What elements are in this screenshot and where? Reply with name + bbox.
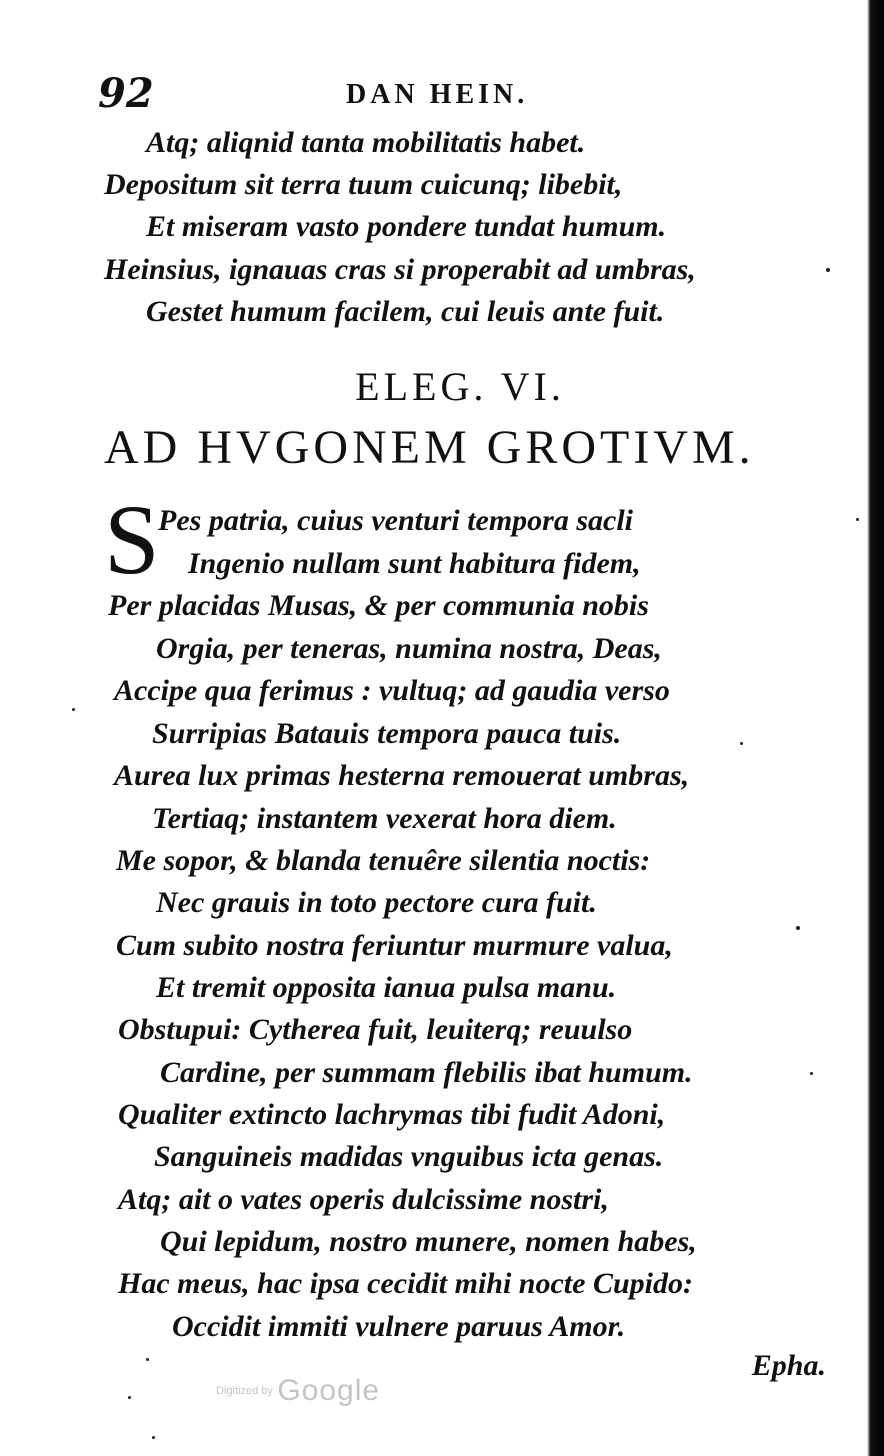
poem-line: Cardine, per summam flebilis ibat humum. [160,1056,693,1089]
poem-line: Qui lepidum, nostro munere, nomen habes, [160,1225,697,1258]
poem-line: Qualiter extincto lachrymas tibi fudit Adoni, [118,1098,666,1131]
digitized-watermark [216,1374,380,1408]
poem-line: Aurea lux primas hesterna remouerat umbras, [114,759,690,792]
poem-title: AD HVGONEM GROTIVM. [104,421,755,474]
verse-line: Gestet humum facilem, cui leuis ante fuit. [146,295,665,328]
poem-line: Me sopor, & blanda tenuêre silentia noctis: [116,844,651,877]
drop-cap: S [104,484,160,595]
verse-line: Et miseram vasto pondere tundat humum. [146,210,667,243]
verse-line: Atq; aliqnid tanta mobilitatis habet. [146,126,586,159]
scan-speck [72,708,75,711]
verse-line: Heinsius, ignauas cras si properabit ad umbras, [104,253,696,286]
poem-line: Orgia, per teneras, numina nostra, Deas, [156,632,662,665]
poem-line: Obstupui: Cytherea fuit, leuiterq; reuulso [118,1013,633,1046]
verse-line: Depositum sit terra tuum cuicunq; libebit, [104,168,623,201]
poem-line: Occidit immiti vulnere paruus Amor. [172,1310,626,1343]
poem-line: Accipe qua ferimus : vultuq; ad gaudia verso [114,674,670,707]
poem-line: Sanguineis madidas vnguibus icta genas. [154,1140,664,1173]
poem-line: Hac meus, hac ipsa cecidit mihi nocte Cupido: [118,1267,693,1300]
poem-line: Et tremit opposita ianua pulsa manu. [156,971,617,1004]
watermark-prefix: Digitized by [216,1385,273,1397]
scan-speck [826,268,830,272]
scan-speck [128,1396,131,1399]
page-edge-shadow [850,0,884,1456]
running-head: DAN HEIN. [346,79,529,110]
poem-line: Per placidas Musas, & per communia nobis [108,589,649,622]
poem-line: Ingenio nullam sunt habitura fidem, [188,547,641,580]
poem-line: Surripias Batauis tempora pauca tuis. [152,717,622,750]
catchword: Epha. [751,1349,826,1382]
page-number: 92 [98,70,154,117]
poem-line: Tertiaq; instantem vexerat hora diem. [152,802,617,835]
scan-speck [740,742,743,745]
scan-speck [796,926,800,930]
scan-speck [146,1358,149,1361]
poem-line: Nec grauis in toto pectore cura fuit. [156,886,597,919]
poem-line: Atq; ait o vates operis dulcissime nostri, [118,1183,609,1216]
scan-speck [152,1436,155,1439]
scan-speck [810,1072,813,1075]
poem-line: Pes patria, cuius venturi tempora sacli [158,504,634,537]
page-header [98,72,798,122]
scan-speck [856,518,859,521]
elegy-heading: ELEG. VI. [355,364,565,409]
poem-line: Cum subito nostra feriuntur murmure valua, [116,929,673,962]
watermark-brand: Google [277,1374,381,1407]
